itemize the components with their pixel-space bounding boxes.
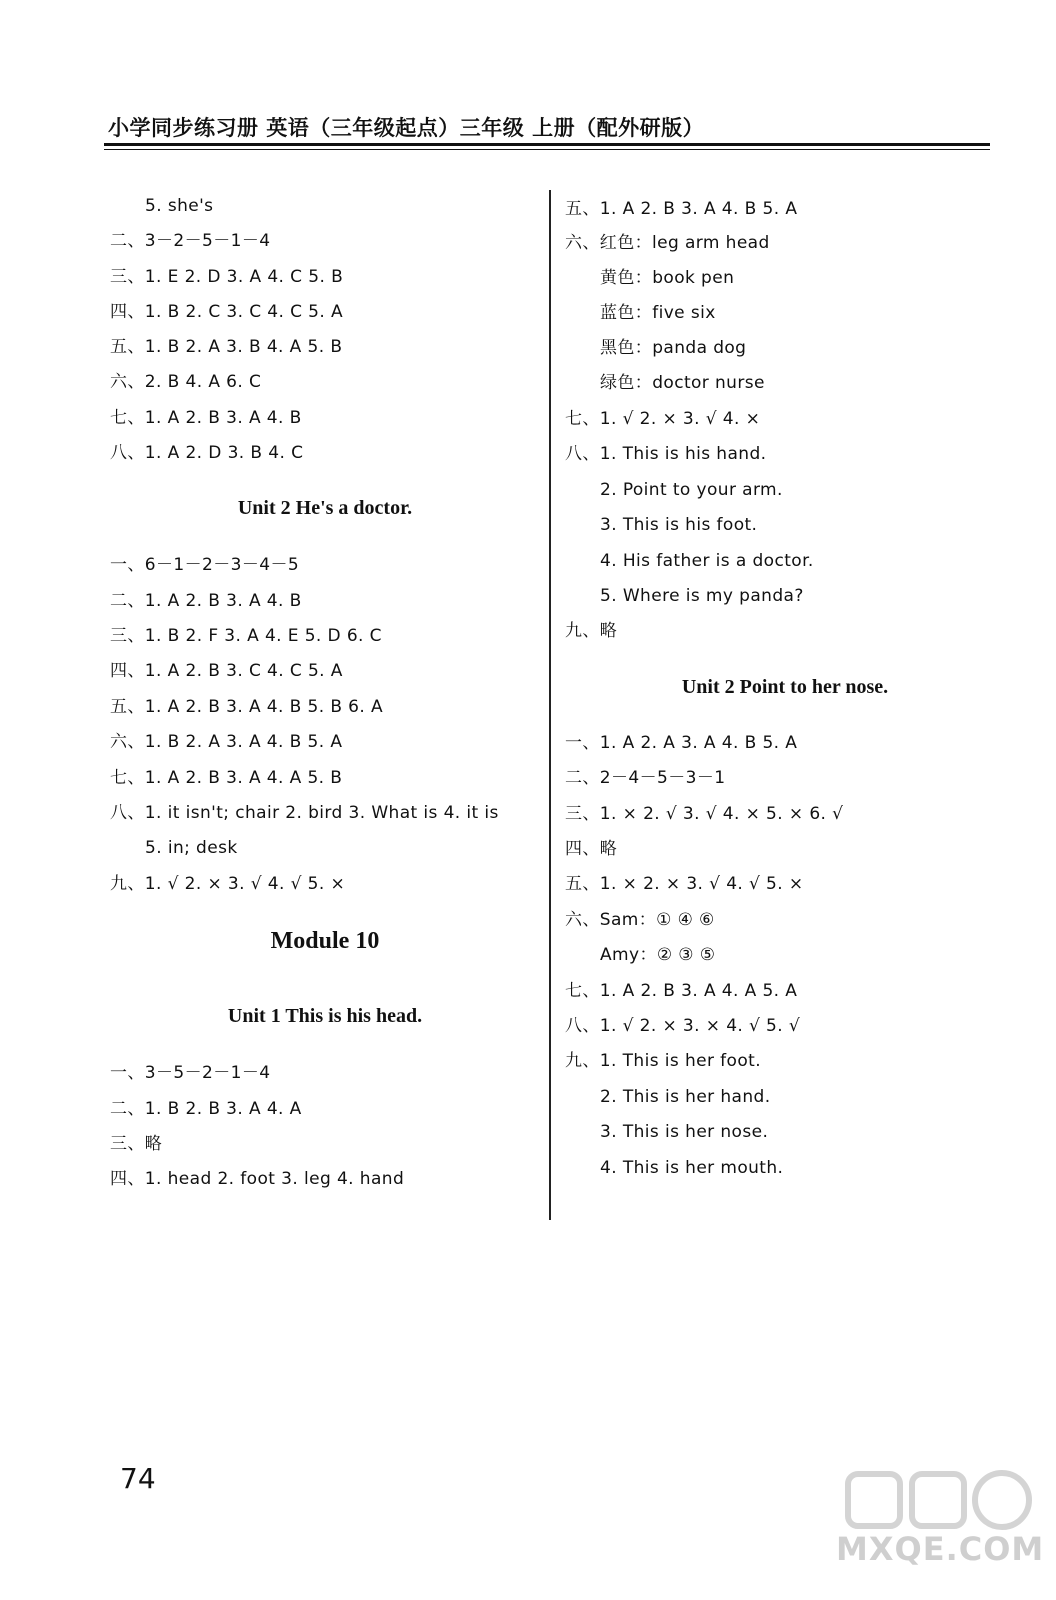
unit-heading: Unit 1 This is his head. (227, 1005, 423, 1027)
answer-line: 三、略 (110, 1134, 163, 1154)
watermark-logo (836, 1468, 1045, 1586)
answer-line: 5. she's (145, 196, 214, 216)
answer-line: 2. This is her hand. (600, 1087, 771, 1107)
answer-line: 5. Where is my panda? (600, 586, 804, 606)
unit-heading: Unit 2 Point to her nose. (681, 676, 889, 698)
answer-line: 六、红色：leg arm head (565, 233, 770, 253)
unit-heading: Unit 2 He's a doctor. (237, 497, 413, 519)
answer-line: 七、1. A 2. B 3. A 4. A 5. B (110, 768, 343, 788)
answer-line: 六、2. B 4. A 6. C (110, 372, 262, 392)
answer-line: 四、1. A 2. B 3. C 4. C 5. A (110, 661, 343, 681)
answer-line: 七、1. A 2. B 3. A 4. B (110, 408, 302, 428)
answer-line: 蓝色：five six (600, 303, 716, 323)
module-heading: Module 10 (270, 928, 380, 954)
header-rule-thick (104, 143, 990, 146)
answer-line: 4. This is her mouth. (600, 1158, 784, 1178)
answer-line: 八、1. This is his hand. (565, 444, 767, 464)
answer-line: 四、略 (565, 839, 618, 859)
answer-line: 二、1. A 2. B 3. A 4. B (110, 591, 302, 611)
answer-line: 黑色：panda dog (600, 338, 747, 358)
answer-line: 五、1. A 2. B 3. A 4. B 5. A (565, 199, 798, 219)
answer-line: 六、Sam：① ④ ⑥ (565, 910, 715, 930)
answer-line: 绿色：doctor nurse (600, 373, 765, 393)
answer-line: 九、略 (565, 621, 618, 641)
answer-line: 二、1. B 2. B 3. A 4. A (110, 1099, 302, 1119)
answer-line: 九、1. √ 2. × 3. √ 4. √ 5. × (110, 874, 346, 894)
answer-line: 二、2－4－5－3－1 (565, 768, 726, 788)
answer-line: 四、1. B 2. C 3. C 4. C 5. A (110, 302, 344, 322)
answer-line: 2. Point to your arm. (600, 480, 783, 500)
answer-line: 一、1. A 2. A 3. A 4. B 5. A (565, 733, 798, 753)
page-header-title: 小学同步练习册 英语（三年级起点）三年级 上册（配外研版） (108, 116, 705, 140)
page-number: 74 (120, 1462, 156, 1495)
answer-line: 三、1. E 2. D 3. A 4. C 5. B (110, 267, 344, 287)
answer-line: 一、6－1－2－3－4－5 (110, 555, 300, 575)
watermark-text: MXQE.COM (836, 1530, 1045, 1568)
answer-line: 七、1. A 2. B 3. A 4. A 5. A (565, 981, 798, 1001)
answer-line: 九、1. This is her foot. (565, 1051, 762, 1071)
answer-line: 四、1. head 2. foot 3. leg 4. hand (110, 1169, 405, 1189)
answer-line: 5. in; desk (145, 838, 238, 858)
answer-line: 五、1. × 2. × 3. √ 4. √ 5. × (565, 874, 804, 894)
answer-line: 七、1. √ 2. × 3. √ 4. × (565, 409, 761, 429)
answer-line: 八、1. A 2. D 3. B 4. C (110, 443, 304, 463)
answer-line: 八、1. it isn't; chair 2. bird 3. What is 4. it is (110, 803, 499, 823)
answer-line: 3. This is her nose. (600, 1122, 769, 1142)
answer-line: 黄色：book pen (600, 268, 735, 288)
answer-line: 五、1. B 2. A 3. B 4. A 5. B (110, 337, 343, 357)
header-rule-thin (104, 149, 990, 150)
answer-line: 3. This is his foot. (600, 515, 758, 535)
answer-line: 三、1. × 2. √ 3. √ 4. × 5. × 6. √ (565, 804, 844, 824)
answer-line: 六、1. B 2. A 3. A 4. B 5. A (110, 732, 343, 752)
answer-line: Amy：② ③ ⑤ (600, 945, 716, 965)
answer-line: 八、1. √ 2. × 3. × 4. √ 5. √ (565, 1016, 801, 1036)
answer-line: 一、3－5－2－1－4 (110, 1063, 271, 1083)
column-divider (549, 190, 551, 1220)
answer-line: 二、3－2－5－1－4 (110, 231, 271, 251)
answer-line: 五、1. A 2. B 3. A 4. B 5. B 6. A (110, 697, 384, 717)
answer-line: 4. His father is a doctor. (600, 551, 814, 571)
watermark-mark-icon (844, 1468, 1034, 1532)
answer-line: 三、1. B 2. F 3. A 4. E 5. D 6. C (110, 626, 382, 646)
